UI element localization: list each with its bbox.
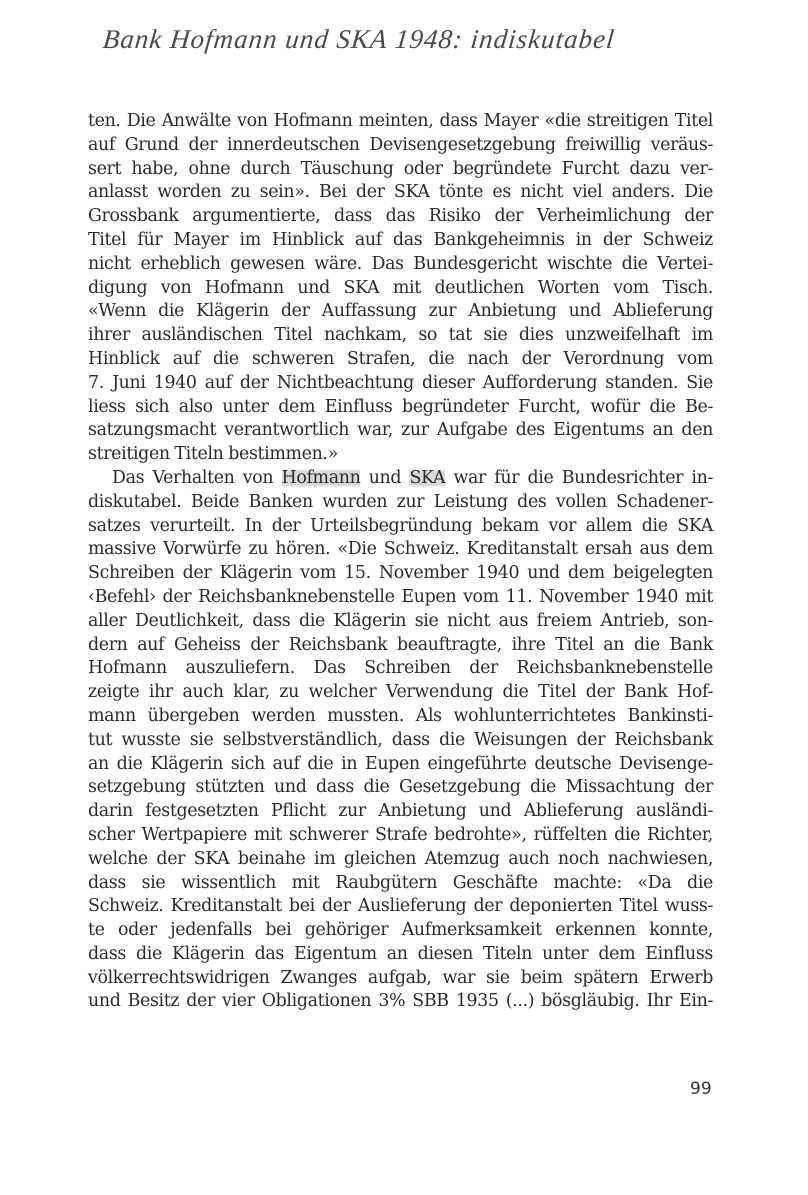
text-line: an die Klägerin sich auf die in Eupen eingeführte deutsche Devisenge- — [88, 753, 713, 774]
text-line: setzgebung stützten und dass die Gesetzgebung die Missachtung der — [88, 777, 713, 798]
text-line: anlasst worden zu sein». Bei der SKA tönte es nicht viel anders. Die — [88, 182, 713, 203]
text-line: Titel für Mayer im Hinblick auf das Bankgeheimnis in der Schweiz — [88, 229, 713, 250]
text-line: sert habe, ohne durch Täuschung oder begründete Furcht dazu ver- — [88, 158, 713, 179]
text-fragment: und — [360, 467, 410, 488]
text-line: dass sie wissentlich mit Raubgütern Geschäfte machte: «Da die — [88, 872, 713, 893]
handwritten-annotation: Bank Hofmann und SKA 1948: indiskutabel — [101, 24, 617, 54]
text-line: und Besitz der vier Obligationen 3% SBB 1935 (...) bösgläubig. Ihr Ein- — [88, 991, 713, 1012]
text-line: ten. Die Anwälte von Hofmann meinten, dass Mayer «die streitigen Titel — [88, 111, 713, 131]
text-line: dass die Klägerin das Eigentum an diesen Titeln unter dem Einfluss — [88, 943, 713, 964]
text-line: Hofmann auszuliefern. Das Schreiben der Reichsbanknebenstelle — [88, 658, 713, 679]
text-line: welche der SKA beinahe im gleichen Atemzug auch noch nachwiesen, — [88, 848, 713, 869]
text-line: digung von Hofmann und SKA mit deutlichen Worten vom Tisch. — [88, 277, 713, 298]
text-line: Schreiben der Klägerin vom 15. November 1940 und dem beigelegten — [88, 563, 713, 584]
text-line: te oder jedenfalls bei gehöriger Aufmerksamkeit erkennen konnte, — [88, 920, 713, 941]
text-line: massive Vorwürfe zu hören. «Die Schweiz. Kreditanstalt ersah aus dem — [88, 539, 713, 560]
text-line: dern auf Geheiss der Reichsbank beauftragte, ihre Titel an die Bank — [88, 634, 713, 655]
highlighted-text-ska: SKA — [409, 467, 446, 488]
body-text — [88, 110, 713, 1014]
text-line: scher Wertpapiere mit schwerer Strafe bedrohte», rüffelten die Richter, — [88, 824, 713, 845]
text-line: auf Grund der innerdeutschen Devisengesetzgebung freiwillig veräus- — [88, 134, 713, 155]
text-line: nicht erheblich gewesen wäre. Das Bundesgericht wischte die Vertei- — [88, 253, 713, 274]
text-line: tut wusste sie selbstverständlich, dass die Weisungen der Reichsbank — [88, 729, 713, 750]
text-line: 7. Juni 1940 auf der Nichtbeachtung dieser Aufforderung standen. Sie — [88, 372, 713, 393]
text-line: zeigte ihr auch klar, zu welcher Verwendung die Titel der Bank Hof- — [88, 682, 713, 703]
page-number: 99 — [690, 1079, 712, 1099]
text-line: ihrer ausländischen Titel nachkam, so tat sie dies unzweifelhaft im — [88, 325, 713, 346]
text-line: Schweiz. Kreditanstalt bei der Auslieferung der deponierten Titel wuss- — [88, 896, 713, 917]
text-line: darin festgesetzten Pflicht zur Anbietung und Ablieferung ausländi- — [88, 801, 713, 822]
text-line: satzes verurteilt. In der Urteilsbegründung bekam vor allem die SKA — [88, 515, 713, 536]
text-fragment: war für die Bundesrichter in- — [445, 467, 713, 488]
text-line: «Wenn die Klägerin der Auffassung zur Anbietung und Ablieferung — [88, 301, 713, 322]
text-line: völkerrechtswidrigen Zwanges aufgab, war sie beim spätern Erwerb — [88, 967, 713, 988]
text-line: diskutabel. Beide Banken wurden zur Leistung des vollen Schadener- — [88, 491, 713, 512]
text-line: streitigen Titeln bestimmen.» — [88, 444, 338, 465]
text-line: satzungsmacht verantwortlich war, zur Aufgabe des Eigentums an den — [88, 420, 713, 441]
text-line: mann übergeben werden mussten. Als wohlunterrichtetes Bankinsti- — [88, 705, 713, 726]
text-line: ‹Befehl› der Reichsbanknebenstelle Eupen vom 11. November 1940 mit — [88, 586, 713, 607]
text-line: aller Deutlichkeit, dass die Klägerin sie nicht aus freiem Antrieb, son- — [88, 610, 713, 631]
paragraph-start-line — [88, 467, 713, 491]
text-fragment: Das Verhalten von — [112, 467, 282, 488]
text-line: Hinblick auf die schweren Strafen, die nach der Verordnung vom — [88, 348, 713, 369]
text-line: Grossbank argumentierte, dass das Risiko der Verheimlichung der — [88, 206, 713, 227]
highlighted-text-hofmann: Hofmann — [281, 467, 361, 488]
text-line: liess sich also unter dem Einfluss begründeter Furcht, wofür die Be- — [88, 396, 713, 417]
